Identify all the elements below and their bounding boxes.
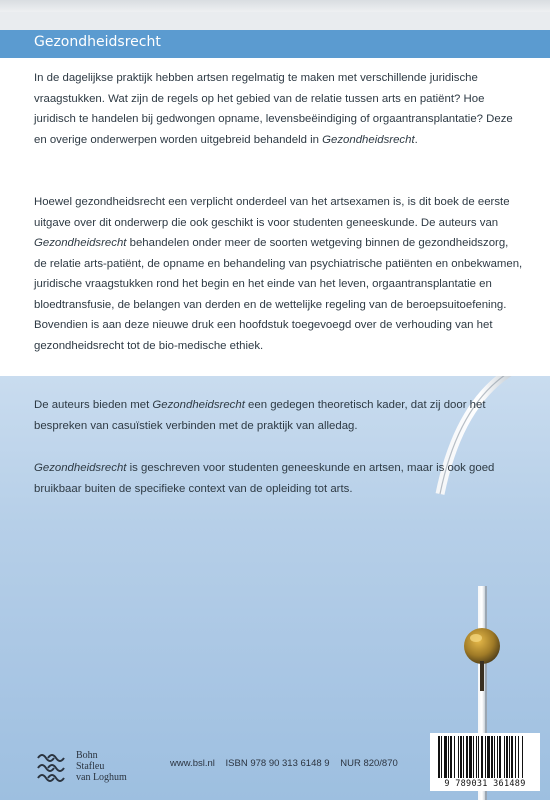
publisher-name	[76, 750, 127, 783]
paragraph-content: Hoewel gezondheidsrecht een verplicht onderdeel van het artsexamen is, is dit boek de eerste uitgave over dit onderwerp die ook geschikt is voor studenten geneeskunde. De auteurs van Gezondheidsrecht behandelen onder meer de soorten wetgeving binnen de gezondheidszorg, de relatie arts-patiënt, de opname en behandeling van psychiatrische patiënten en onbekwamen, juridische vraagstukken rond het begin en het einde van het leven, orgaantransplantatie en bloedtransfusie, de belangen van derden en de wettelijke regeling van de beroepsuitoefening. Bovendien is aan deze nieuwe druk een hoofdstuk toegevoegd over de verhouding van het gezondheidsrecht tot de bio-medische ethiek.	[34, 196, 523, 352]
website-link[interactable]: www.bsl.nl	[170, 758, 215, 769]
publisher-line-3: van Loghum	[76, 772, 127, 783]
barcode-digits: 9 789031 361489	[444, 779, 526, 789]
publisher-line-1: Bohn	[76, 750, 98, 761]
publication-info	[170, 758, 406, 769]
paragraph-audience: Gezondheidsrecht is geschreven voor studenten geneeskunde en artsen, maar is ook goed bruikbaar buiten de specifieke context van de opleiding tot arts.	[34, 462, 495, 495]
paragraph-intro: In de dagelijkse praktijk hebben artsen regelmatig te maken met verschillende juridische vraagstukken. Wat zijn de regels op het gebied van de relatie tussen arts en patiënt? Hoe juridisch te handelen bij gedwongen opname, levensbeëindiging of orgaantransplantatie? Deze en overige onderwerpen worden uitgebreid behandeld in Gezondheidsrecht.	[34, 72, 513, 146]
barcode	[430, 733, 540, 791]
nur-text: NUR 820/870	[340, 758, 398, 769]
publisher-emblem-icon	[34, 748, 74, 786]
title-bar	[0, 30, 550, 58]
publisher-logo	[34, 748, 154, 788]
book-title: Gezondheidsrecht	[34, 34, 161, 50]
cover-top-edge	[0, 0, 550, 12]
barcode-bars	[430, 736, 540, 780]
isbn-text: ISBN 978 90 313 6148 9	[225, 758, 330, 769]
paragraph-framework: De auteurs bieden met Gezondheidsrecht een gedegen theoretisch kader, dat zij door het bespreken van casuïstiek verbinden met de praktijk van alledag.	[34, 399, 486, 432]
publisher-line-2: Stafleu	[76, 761, 105, 772]
